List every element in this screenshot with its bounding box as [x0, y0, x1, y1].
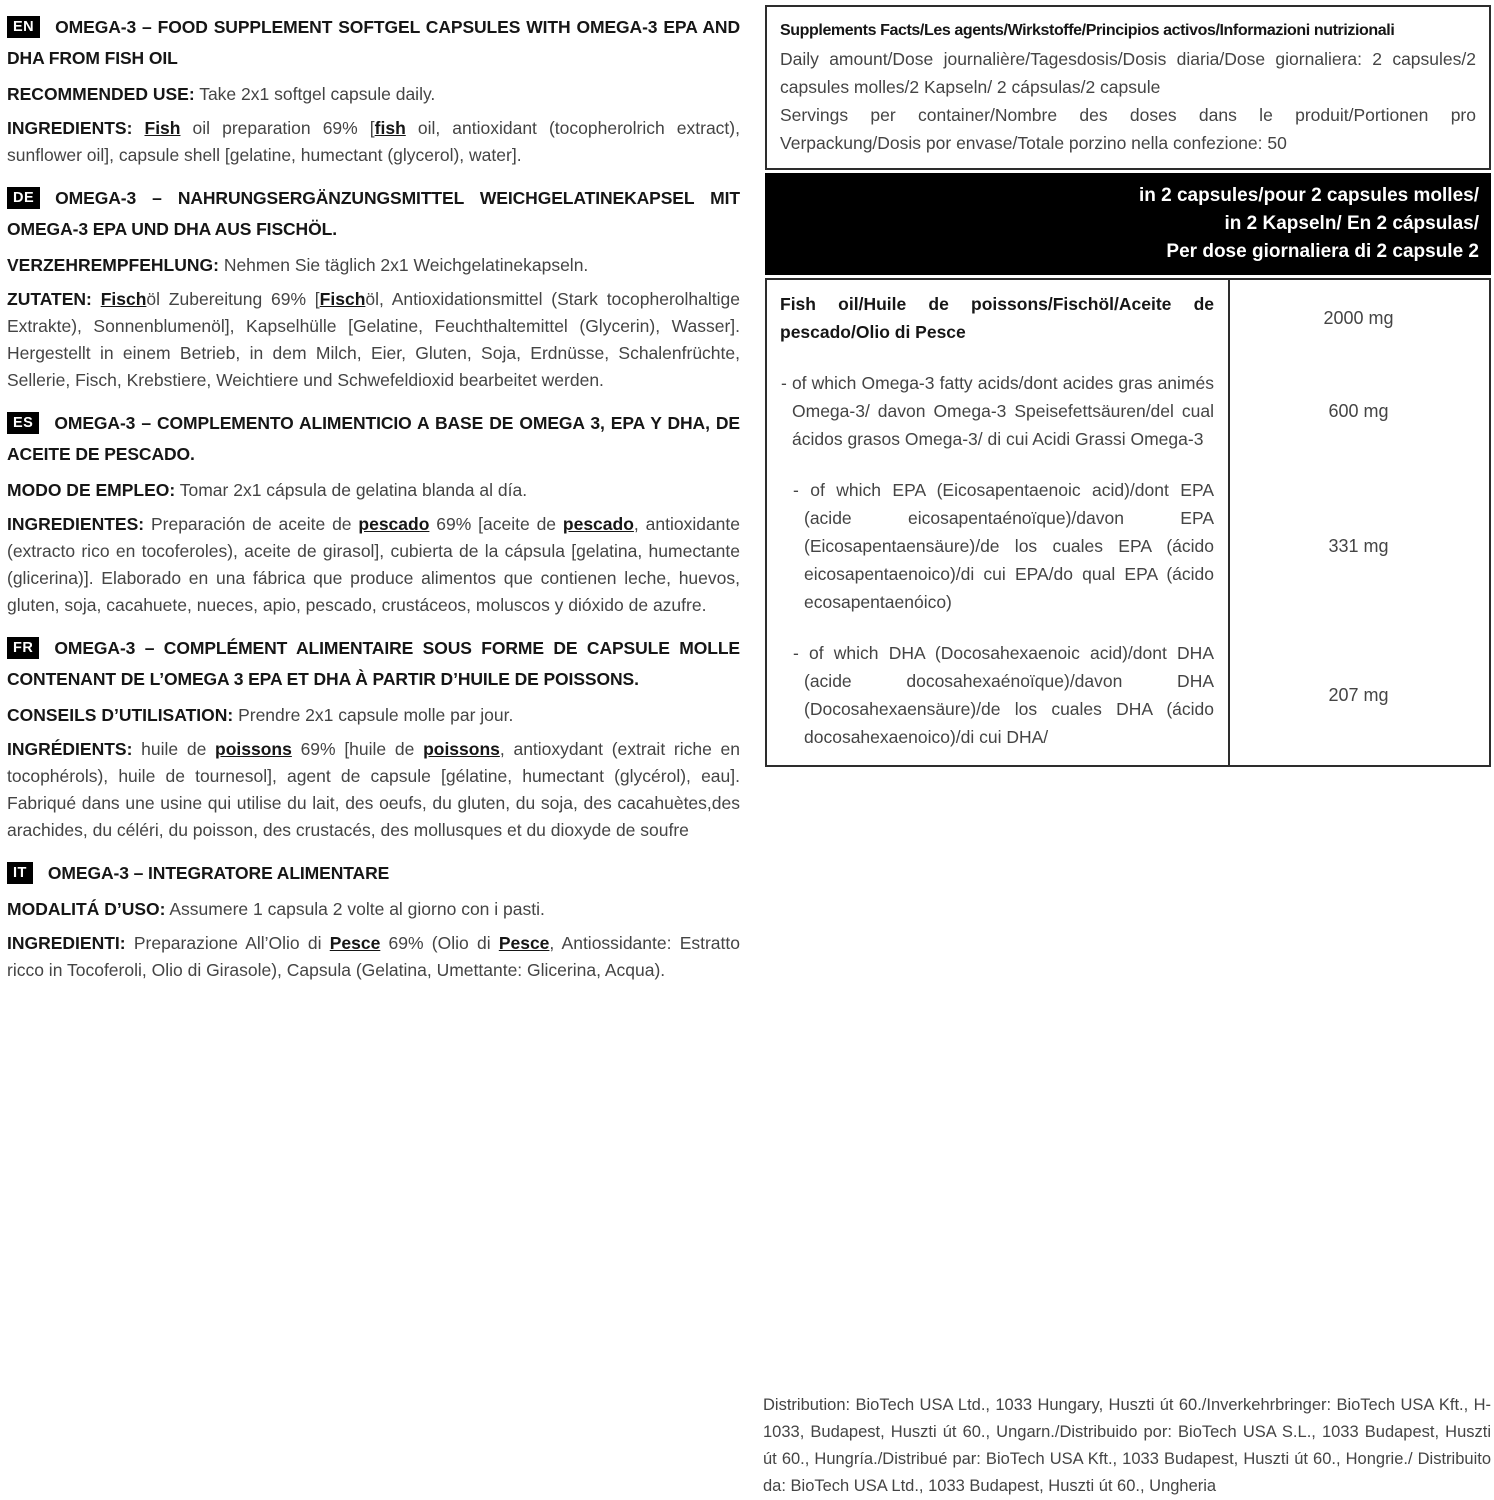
info-block — [7, 930, 740, 984]
facts-daily-amount: Daily amount/Dose journalière/Tagesdosis/Dosis diaria/Dose giornaliera: 2 capsules/2 capsules molles/2 Kapseln/ 2 cápsulas/2 capsule — [780, 49, 1476, 97]
language-badge: FR — [7, 637, 39, 659]
text-segment: Tomar 2x1 cápsula de gelatina blanda al día. — [175, 480, 528, 500]
facts-servings: Servings per container/Nombre des doses dans le produit/Portionen pro Verpackung/Dosis por envase/Totale porzino nella confezione: 50 — [780, 105, 1476, 153]
amount-header-line: in 2 capsules/pour 2 capsules molles/ — [1138, 185, 1479, 206]
info-block — [7, 736, 740, 844]
language-section-fr — [7, 633, 740, 844]
text-segment: Nehmen Sie täglich 2x1 Weichgelatinekapseln. — [218, 255, 589, 275]
highlighted-ingredient: poissons — [215, 739, 292, 759]
block-label: RECOMMENDED USE: — [7, 84, 195, 104]
language-badge: ES — [7, 412, 39, 434]
text-segment: huile de — [132, 739, 216, 759]
info-block — [7, 286, 740, 394]
section-title — [7, 408, 740, 470]
facts-row — [767, 369, 1489, 453]
section-title — [7, 183, 740, 245]
section-title — [7, 12, 740, 74]
text-segment — [92, 289, 101, 309]
block-label: MODALITÁ D’USO: — [7, 899, 166, 919]
nutrient-amount: 2000 mg — [1323, 307, 1394, 328]
block-label: INGREDIENTI: — [7, 933, 126, 953]
highlighted-ingredient: Fisch — [100, 289, 147, 309]
section-title-text: OMEGA-3 – NAHRUNGSERGÄNZUNGSMITTEL WEICHGELATINEKAPSEL MIT OMEGA-3 EPA UND DHA AUS FISCHÖL. — [7, 188, 740, 239]
text-segment: 69% (Olio di — [380, 933, 499, 953]
language-badge: DE — [7, 187, 40, 209]
block-label: CONSEILS D’UTILISATION: — [7, 705, 234, 725]
facts-title: Supplements Facts/Les agents/Wirkstoffe/Principios activos/Informazioni nutrizionali — [780, 22, 1395, 39]
section-title — [7, 633, 740, 695]
language-badge: EN — [7, 16, 40, 38]
section-title-text: OMEGA-3 – INTEGRATORE ALIMENTARE — [47, 863, 390, 883]
text-segment: Assumere 1 capsula 2 volte al giorno con i pasti. — [165, 899, 545, 919]
facts-header-box — [765, 5, 1491, 170]
text-segment: Prendre 2x1 capsule molle par jour. — [233, 705, 514, 725]
language-section-es — [7, 408, 740, 619]
block-label: INGREDIENTES: — [7, 514, 145, 534]
info-block — [7, 702, 740, 729]
language-badge: IT — [7, 862, 33, 884]
text-segment: Preparazione All’Olio di — [125, 933, 330, 953]
text-segment: 69% [aceite de — [429, 514, 563, 534]
highlighted-ingredient: pescado — [562, 514, 634, 534]
info-block — [7, 477, 740, 504]
section-title — [7, 858, 740, 889]
block-label: INGREDIENTS: — [7, 118, 133, 138]
facts-table-body — [765, 278, 1491, 767]
nutrient-label: - of which DHA (Docosahexaenoic acid)/dont DHA (acide docosahexaénoïque)/davon DHA (Docosahexaensäure)/de los cuales DHA (ácido docosahexaenoico)/di cui DHA/ — [793, 643, 1214, 747]
supplement-facts-panel — [765, 5, 1491, 767]
block-label: INGRÉDIENTS: — [7, 739, 133, 759]
text-segment: öl, Antioxidationsmittel (Stark tocopherolhaltige Extrakte), Sonnenblumenöl], Kapselhülle [Gelatine, Feuchthaltemittel (Glycerin), Wasser]. Hergestellt in einem Betrieb, in dem Milch, Eier, Gluten, Soja, Erdnüsse, Schalenfrüchte, Sellerie, Fisch, Krebstiere, Weichtiere und Schwefeldioxid bearbeitet werden. — [7, 289, 740, 390]
text-segment: , antioxidante (extracto rico en tocoferoles), aceite de girasol], cubierta de la cápsula [gelatina, humectante (glicerina)]. Elaborado en una fábrica que produce alimentos que contienen leche, huevos, gluten, soja, cacahuete, nueces, apio, pescado, crustáceos, moluscos y dióxido de azufre. — [7, 514, 741, 615]
nutrient-amount: 600 mg — [1328, 400, 1389, 421]
block-label: ZUTATEN: — [7, 289, 92, 309]
info-block — [7, 81, 740, 108]
language-section-it — [7, 858, 740, 984]
highlighted-ingredient: Fisch — [319, 289, 366, 309]
facts-row — [767, 290, 1489, 346]
section-title-text: OMEGA-3 – FOOD SUPPLEMENT SOFTGEL CAPSULES WITH OMEGA-3 EPA AND DHA FROM FISH OIL — [7, 17, 740, 68]
info-block — [7, 511, 740, 619]
facts-row — [767, 639, 1489, 751]
block-label: VERZEHREMPFEHLUNG: — [7, 255, 219, 275]
multilingual-info-column — [7, 12, 740, 998]
text-segment: 69% [huile de — [291, 739, 424, 759]
text-segment: , antioxydant (extrait riche en tocophérols), huile de tournesol], agent de capsule [gélatine, humectant (glycérol), eau]. Fabriqué dans une usine qui utilise du lait, des oeufs, du gluten, du soja, des cacahuètes,des arachides, du céléri, du poisson, des crustacés, des mollusques et du dioxyde de soufre — [7, 739, 741, 840]
highlighted-ingredient: Pesce — [498, 933, 550, 953]
highlighted-ingredient: Fish — [144, 118, 181, 138]
nutrient-label: - of which EPA (Eicosapentaenoic acid)/dont EPA (acide eicosapentaénoïque)/davon EPA (Eicosapentaensäure)/de los cuales EPA (ácido eicosapentaenoico)/di cui EPA/do qual EPA (ácido ecosapentaenóico) — [793, 480, 1214, 612]
nutrient-amount: 331 mg — [1328, 535, 1389, 556]
section-title-text: OMEGA-3 – COMPLÉMENT ALIMENTAIRE SOUS FORME DE CAPSULE MOLLE CONTENANT DE L’OMEGA 3 EPA ET DHA À PARTIR D’HUILE DE POISSONS. — [7, 638, 740, 689]
language-section-de — [7, 183, 740, 394]
text-segment — [132, 118, 144, 138]
text-segment: , Antiossidante: Estratto ricco in Tocoferoli, Olio di Girasole), Capsula (Gelatina, Umettante: Glicerina, Acqua). — [7, 933, 740, 980]
language-section-en — [7, 12, 740, 169]
text-segment: öl Zubereitung 69% [ — [146, 289, 320, 309]
text-segment: oil, antioxidant (tocopherolrich extract), sunflower oil], capsule shell [gelatine, humectant (glycerol), water]. — [7, 118, 740, 165]
info-block — [7, 115, 740, 169]
highlighted-ingredient: Pesce — [329, 933, 381, 953]
info-block — [7, 896, 740, 923]
distribution-text: Distribution: BioTech USA Ltd., 1033 Hungary, Huszti út 60./Inverkehrbringer: BioTech USA Kft., H-1033, Budapest, Huszti út 60., Ungarn./Distribuido por: BioTech USA S.L., 1033 Budapest, Huszti út 60., Hungría./Distribué par: BioTech USA Kft., 1033 Budapest, Huszti út 60., Hongrie./ Distribuito da: BioTech USA Ltd., 1033 Budapest, Huszti út 60., Ungheria — [763, 1396, 1491, 1495]
text-segment: Preparación de aceite de — [144, 514, 359, 534]
info-block — [7, 252, 740, 279]
facts-amount-column-header — [765, 173, 1491, 275]
nutrient-label: - of which Omega-3 fatty acids/dont acides gras animés Omega-3/ davon Omega-3 Speisefettsäuren/del cual ácidos grasos Omega-3/ di cui Acidi Grassi Omega-3 — [781, 373, 1214, 449]
highlighted-ingredient: fish — [374, 118, 406, 138]
text-segment: Take 2x1 softgel capsule daily. — [194, 84, 436, 104]
amount-header-line: in 2 Kapseln/ En 2 cápsulas/ — [1224, 213, 1479, 234]
nutrient-label: Fish oil/Huile de poissons/Fischöl/Aceite de pescado/Olio di Pesce — [780, 294, 1214, 342]
highlighted-ingredient: pescado — [358, 514, 430, 534]
highlighted-ingredient: poissons — [423, 739, 500, 759]
nutrient-amount: 207 mg — [1328, 684, 1389, 705]
amount-header-line: Per dose giornaliera di 2 capsule 2 — [1166, 241, 1479, 262]
facts-row — [767, 476, 1489, 616]
text-segment: oil preparation 69% [ — [180, 118, 375, 138]
section-title-text: OMEGA-3 – COMPLEMENTO ALIMENTICIO A BASE DE OMEGA 3, EPA Y DHA, DE ACEITE DE PESCADO. — [7, 413, 740, 464]
block-label: MODO DE EMPLEO: — [7, 480, 176, 500]
